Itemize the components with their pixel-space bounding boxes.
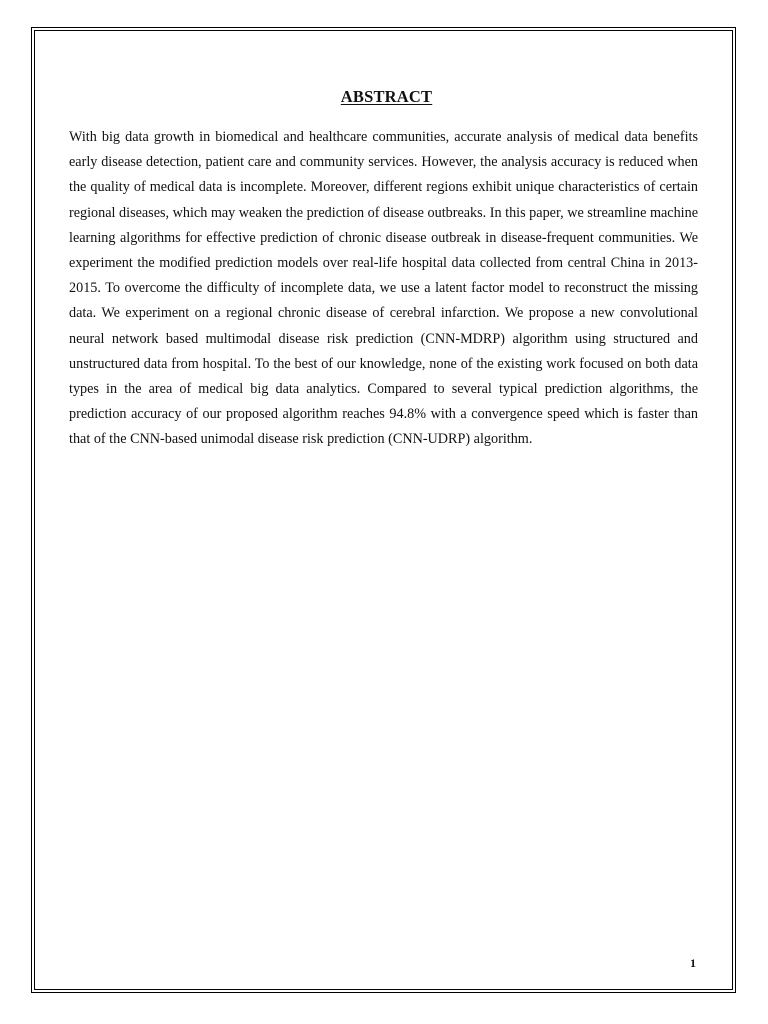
abstract-heading-text: ABSTRACT [340, 87, 433, 106]
abstract-paragraph: With big data growth in biomedical and healthcare communities, accurate analysis of medical data benefits early disease detection, patient care and community services. However, the analysis accuracy is reduced when the quality of medical data is incomplete. Moreover, different regions exhibit unique characteristics of certain regional diseases, which may weaken the prediction of disease outbreaks. In this paper, we streamline machine learning algorithms for effective prediction of chronic disease outbreak in disease-frequent communities. We experiment the modified prediction models over real-life hospital data collected from central China in 2013-2015. To overcome the difficulty of incomplete data, we use a latent factor model to reconstruct the missing data. We experiment on a regional chronic disease of cerebral infarction. We propose a new convolutional neural network based multimodal disease risk prediction (CNN-MDRP) algorithm using structured and unstructured data from hospital. To the best of our knowledge, none of the existing work focused on both data types in the area of medical big data analytics. Compared to several typical prediction algorithms, the prediction accuracy of our proposed algorithm reaches 94.8% with a convergence speed which is faster than that of the CNN-based unimodal disease risk prediction (CNN-UDRP) algorithm. [69, 129, 698, 448]
abstract-heading [0, 87, 768, 107]
page-number: 1 [690, 956, 696, 970]
